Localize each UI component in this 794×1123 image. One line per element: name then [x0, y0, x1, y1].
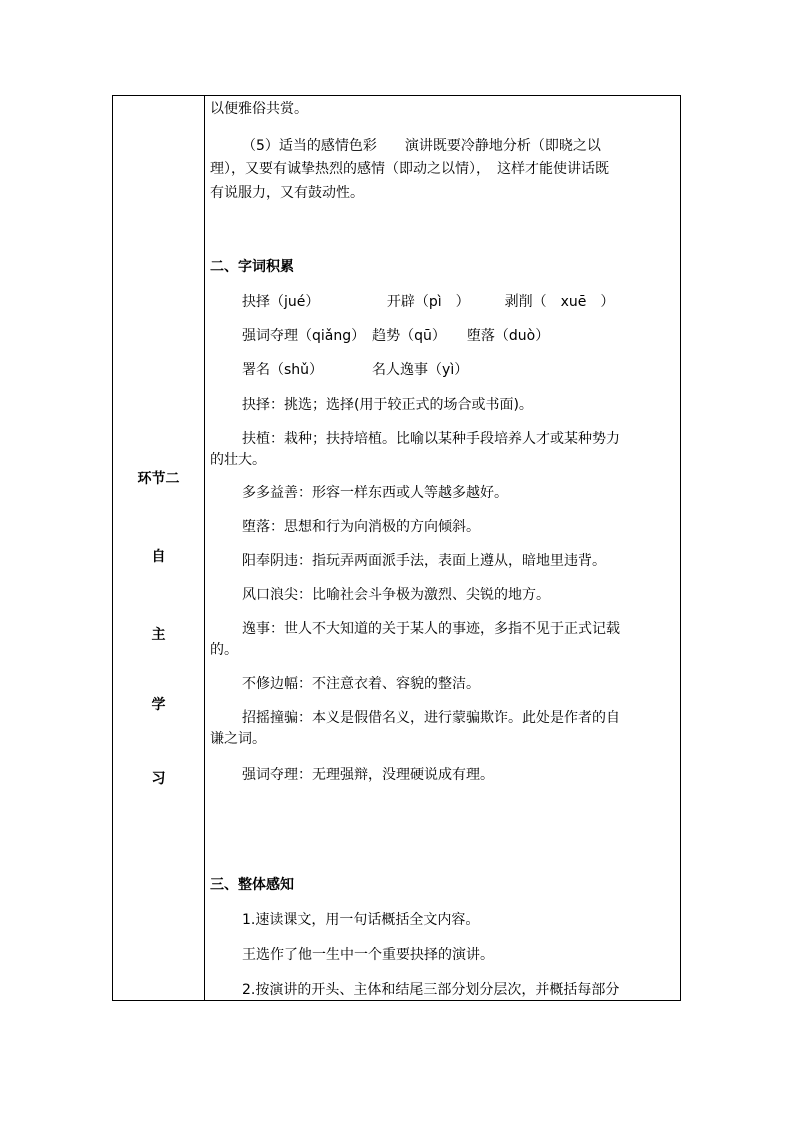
text-line: 风口浪尖：比喻社会斗争极为激烈、尖锐的地方。 [242, 587, 550, 603]
text-line: （5）适当的感情色彩 演讲既要冷静地分析（即晓之以 [242, 138, 601, 154]
text-line: 多多益善：形容一样东西或人等越多越好。 [242, 485, 508, 501]
text-line: 以便雅俗共赏。 [210, 101, 308, 117]
text-line: 抉择（jué） 开辟（pì ） 剥削（ xuē ） [242, 294, 615, 310]
text-line: 堕落：思想和行为向消极的方向倾斜。 [242, 519, 480, 535]
section-heading: 二、字词积累 [210, 259, 294, 275]
text-line: 的。 [210, 642, 238, 658]
text-line: 不修边幅：不注意衣着、容貌的整洁。 [242, 676, 480, 692]
section-heading: 三、整体感知 [210, 877, 294, 893]
lesson-table [112, 95, 681, 1001]
text-line: 2.按演讲的开头、主体和结尾三部分划分层次，并概括每部分 [242, 982, 620, 998]
section-label: 环节二 [137, 471, 180, 487]
text-line: 逸事：世人不大知道的关于某人的事迹，多指不见于正式记载 [242, 621, 620, 637]
text-line: 理），又要有诚挚热烈的感情（即动之以情）， 这样才能使讲话既 [210, 161, 609, 177]
text-line: 王选作了他一生中一个重要抉择的演讲。 [242, 947, 494, 963]
text-line: 强词夺理（qiǎng） 趋势（qū） 堕落（duò） [242, 328, 550, 344]
text-line: 谦之词。 [210, 731, 266, 747]
text-line: 抉择：挑选；选择(用于较正式的场合或书面)。 [242, 397, 533, 413]
column-divider [204, 96, 205, 1000]
text-line: 招摇撞骗：本义是假借名义，进行蒙骗欺诈。此处是作者的自 [242, 710, 620, 726]
text-line: 扶植：栽种；扶持培植。比喻以某种手段培养人才或某种势力 [242, 431, 620, 447]
text-line: 署名（shǔ） 名人逸事（yì） [242, 362, 469, 378]
section-char-1: 自 [151, 549, 166, 565]
text-line: 强词夺理：无理强辩，没理硬说成有理。 [242, 767, 494, 783]
section-char-3: 学 [151, 697, 166, 713]
section-char-4: 习 [151, 771, 166, 787]
text-line: 1.速读课文，用一句话概括全文内容。 [242, 912, 480, 928]
text-line: 阳奉阴违：指玩弄两面派手法，表面上遵从，暗地里违背。 [242, 553, 606, 569]
text-line: 的壮大。 [210, 452, 266, 468]
text-line: 有说服力，又有鼓动性。 [210, 185, 364, 201]
section-char-2: 主 [151, 627, 166, 643]
